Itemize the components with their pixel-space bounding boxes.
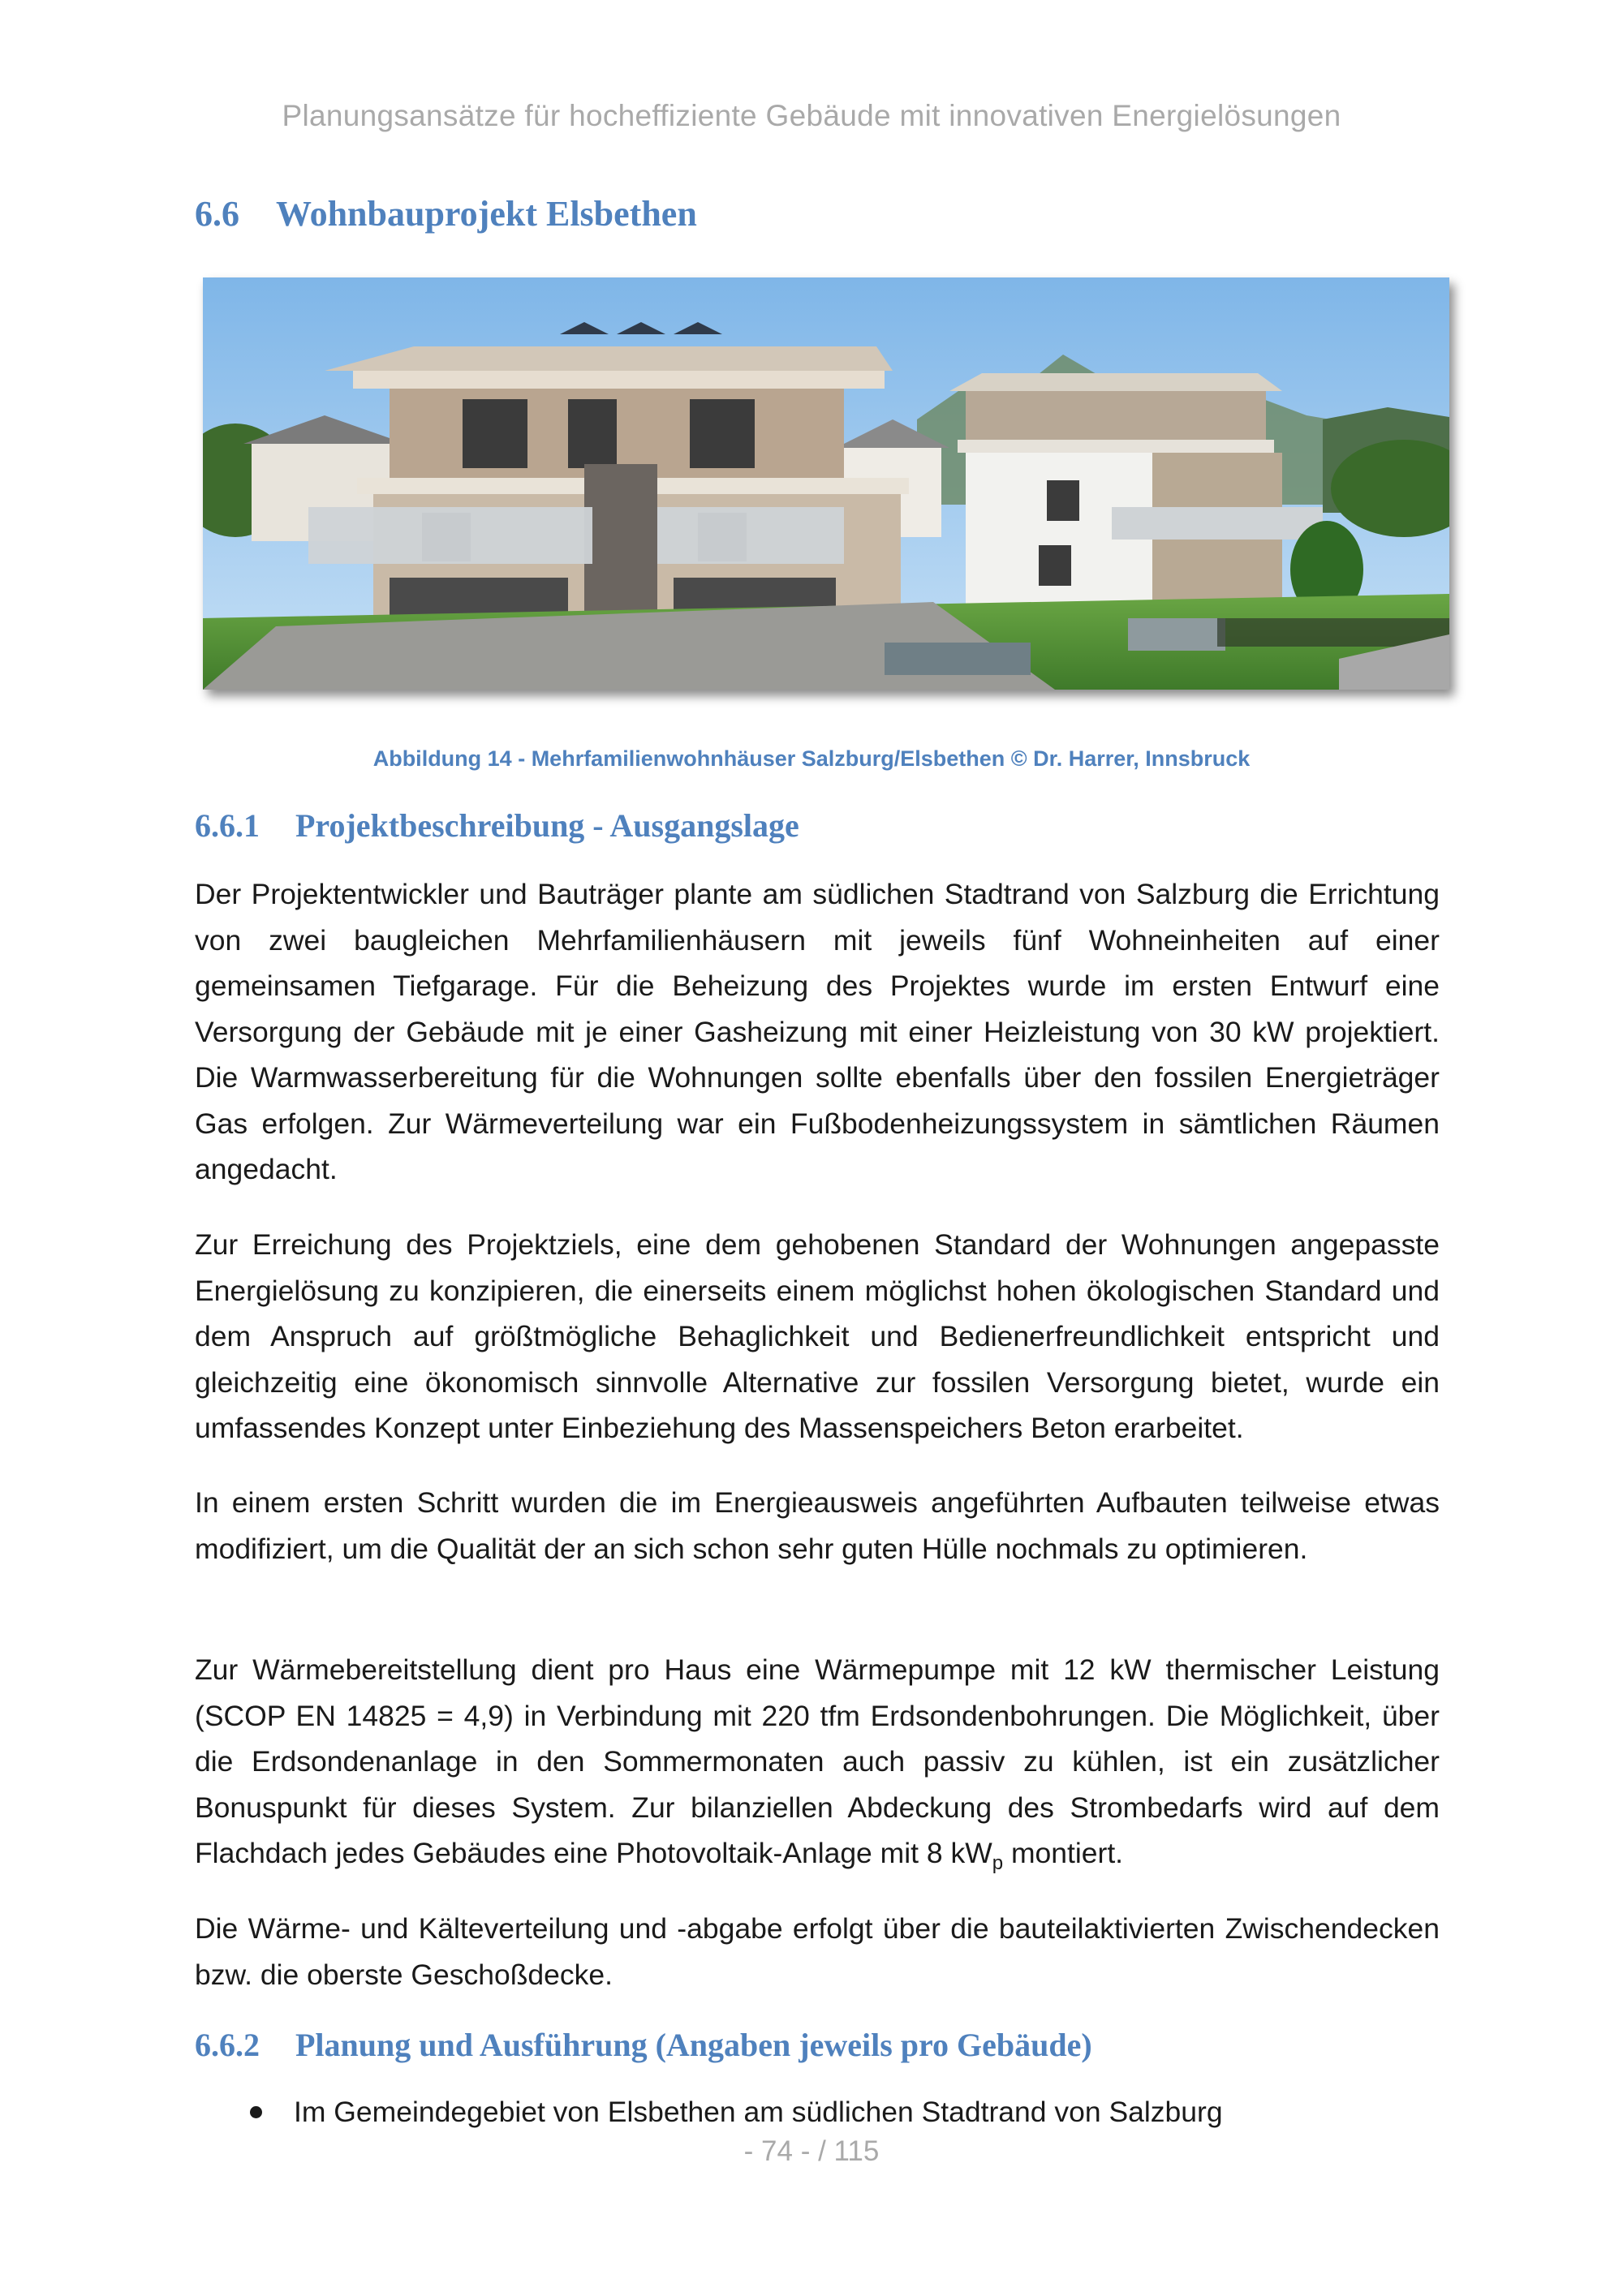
subsection-heading-1 [195,806,799,845]
section-heading [195,193,697,234]
paragraph-initial-situation: Der Projektentwickler und Bauträger plante am südlichen Stadtrand von Salzburg die Errichtung von zwei baugleichen Mehrfamilienhäusern mit jeweils fünf Wohneinheiten auf einer gemeinsamen Tiefgarage. Für die Beheizung des Projektes wurde im ersten Entwurf eine Versorgung der Gebäude mit je einer Gasheizung mit einer Heizleistung von 30 kW projektiert. Die Warmwasserbereitung für die Wohnungen sollte ebenfalls über den fossilen Energieträger Gas erfolgen. Zur Wärmeverteilung war ein Fußbodenheizungssystem in sämtlichen Räumen angedacht. [195,878,1440,1185]
figure-caption: Abbildung 14 - Mehrfamilienwohnhäuser Salzburg/Elsbethen © Dr. Harrer, Innsbruck [372,746,1251,771]
bullet-list [195,2089,1440,2135]
unit-subscript: p [992,1852,1004,1875]
paragraph-distribution: Die Wärme- und Kälteverteilung und -abgabe erfolgt über die bauteilaktivierten Zwischendecken bzw. die oberste Geschoßdecke. [195,1912,1440,1991]
subsection-title-1: Projektbeschreibung - Ausgangslage [295,807,799,844]
subsection-heading-2 [195,2026,1092,2064]
bullet-dot-icon [250,2106,262,2118]
paragraph-heat-supply-end: montiert. [1003,1837,1124,1869]
subsection-title-2: Planung und Ausführung (Angaben jeweils pro Gebäude) [295,2027,1092,2063]
section-number: 6.6 [195,194,239,234]
photo-illustration [203,277,1449,690]
bullet-item [195,2089,1440,2135]
subsection-number-1: 6.6.1 [195,807,260,844]
bullet-text: Im Gemeindegebiet von Elsbethen am südlichen Stadtrand von Salzburg [294,2096,1223,2128]
paragraph-project-goal: Zur Erreichung des Projektziels, eine dem gehobenen Standard der Wohnungen angepasste Energielösung zu konzipieren, die einerseits einem möglichst hohen ökologischen Standard und dem Anspruch auf größtmögliche Behaglichkeit und Bedienerfreundlichkeit entspricht und gleichzeitig eine ökonomisch sinnvolle Alternative zur fossilen Versorgung bietet, wurde ein umfassendes Konzept unter Einbeziehung des Massenspeichers Beton erarbeitet. [195,1228,1440,1444]
running-header: Planungsansätze für hocheffiziente Gebäude mit innovativen Energielösungen [282,99,1341,132]
section-title-text: Wohnbauprojekt Elsbethen [276,194,697,234]
paragraph-heat-supply-text: Zur Wärmebereitstellung dient pro Haus eine Wärmepumpe mit 12 kW thermischer Leistung (SCOP EN 14825 = 4,9) in Verbindung mit 220 tfm Erdsondenbohrungen. Die Möglichkeit, über die Erdsondenanlage in den Sommermonaten auch passiv zu kühlen, ist ein zusätzlicher Bonuspunkt für dieses System. Zur bilanziellen Abdeckung des Strombedarfs wird auf dem Flachdach jedes Gebäudes eine Photovoltaik-Anlage mit 8 kW [195,1653,1440,1869]
paragraph-first-step: In einem ersten Schritt wurden die im Energieausweis angeführten Aufbauten teilweise etwas modifiziert, um die Qualität der an sich schon sehr guten Hülle nochmals zu optimieren. [195,1486,1440,1565]
paragraph-heat-supply [195,1647,1440,1887]
page-number: - 74 - / 115 [743,2135,880,2167]
figure-photo-apartment-buildings [203,277,1449,690]
subsection-number-2: 6.6.2 [195,2027,260,2063]
